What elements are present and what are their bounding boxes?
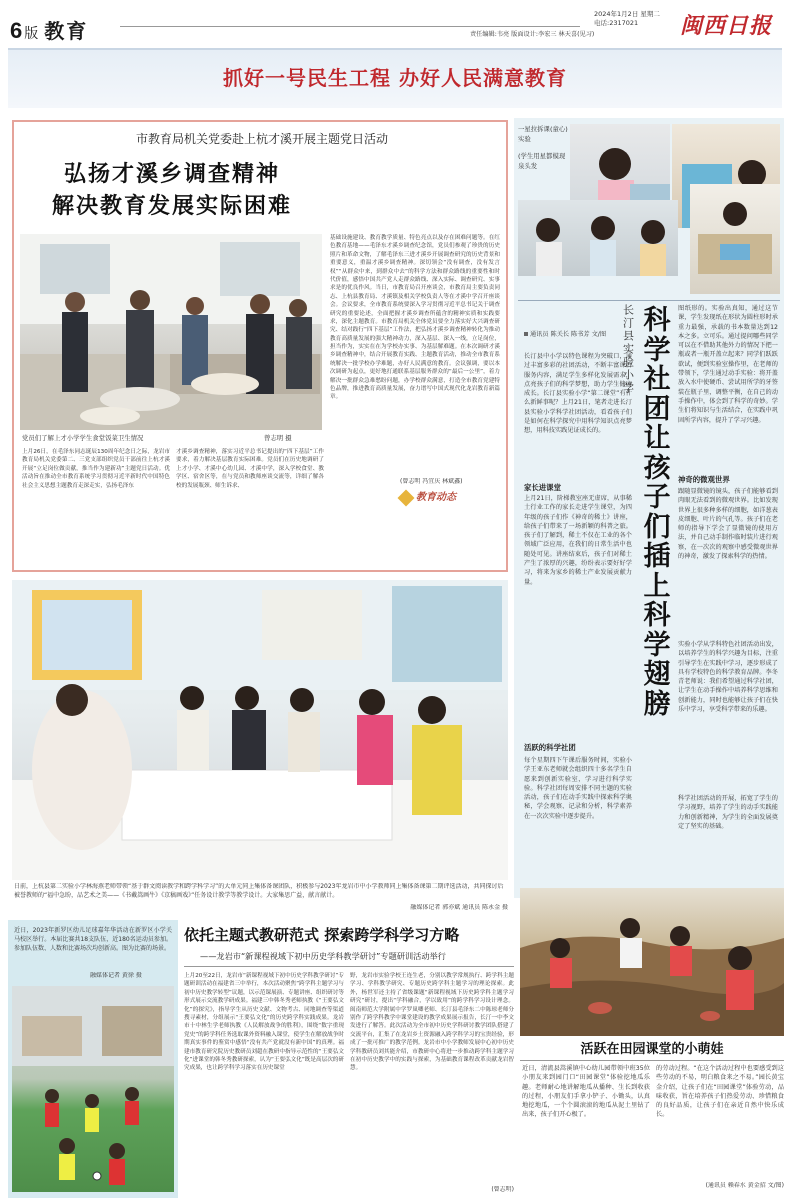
science-title-char: 让	[643, 423, 671, 454]
section-name: 教育	[44, 19, 89, 43]
square-bullet-icon	[524, 332, 528, 336]
farm-photo	[520, 888, 784, 1036]
science-title-char: 科	[643, 305, 671, 336]
page-number: 6	[10, 18, 23, 43]
history-title: 依托主题式教研范式 探索跨学科学习方略	[184, 926, 460, 944]
science-photo-label	[518, 124, 568, 171]
lead-body-col2: 才溪乡调查精神，落实习近平总书记提出的“四下基层”工作要求，着力解决基层教育实际困难。党员们在历史地调研了上才小学、才溪中心幼儿园、才溪中学，深入学校食堂、教学区、宿舍区等，在与党员和教师座谈交流等，详细了解各校的发展瓶颈、师生诉求、	[176, 449, 324, 489]
science-title-char: 膀	[643, 688, 671, 720]
science-school: 长汀县实验小学	[621, 304, 635, 395]
lead-body-col1: 上月26日，在毛泽东同志诞辰130周年纪念日之际，龙岩市教育局机关党委第二、三党支部组织党员干部前往上杭才溪开展“立足岗位做贡献，推当作为建新功”主题党日活动。优活动旨在推动全市教育系统学习贯彻习近平新时代中国特色社会主义思想主题教育走深走实，弘扬毛泽东	[22, 449, 170, 489]
science-title-char: 团	[643, 393, 671, 425]
history-col1: 上月20至22日，龙岩市“新课程视域下初中历史学科教学研讨”专题研训活动在福建省三中举行，本次活动聚焦“跨学科主题学习与初中历史教学转型”议题，以示范课展演、专题讲座、组织研讨等形式展示交流教学研成果。福建三中韩冬秀老师执教《“王要弘文化”的探究》，指导学生从历史文献、文物考古、同地调查等渠道搜寻素材，分组展示“王要弘文化”的历史跨学科实践成果。龙岩市十中林生学老师执教《人民解放战争的胜利》，围绕“数字重现党史”的跨学科任务选取课外资料融入课堂，使学生在解放战争时期真实事件的鉴赏中感悟“没有共产党就没有新中国”的真理。福建市教育研究院历史教研员刘超在教研中指导示范性的“王要弘文化”进课堂的韩冬秀教研探索，认为“王要弘文化”既是高层次的研究成果，也让跨学科学习落实在历史课堂	[184, 973, 344, 1072]
classroom-credit: 融媒体记者 郭亦斌 通讯员 陈永金 摄	[410, 904, 508, 911]
science-photo-3-scene	[518, 200, 678, 276]
football-photo	[12, 986, 174, 1192]
science-byline-text: 通讯员 陈关长 陈书芳 文/图	[530, 331, 607, 338]
lead-credit: (曾志明 冯宜庆 林斌鑫)	[400, 478, 463, 485]
lead-body-col3: 基础设施建设、教育教学质量、特色亮点以及存在困难问题等。在红色教育基地——毛泽东才溪乡调查纪念馆，党员们参观了珍贵的历史照片和革命文物，了解毛泽东三进才溪乡开展调查研究的历史背景和重要意义，重温才溪乡调查精神。深切领会“没有调查，没有发言权”“从群众中来，到群众中去”的科学方法和群众路线的重要性和时代价值，感悟中国共产党人走群众路线、深入实际、调查研究、实事求是的优良作风。当日，市教育局召开座谈会，市教育局主要负责同志、上杭县教育局、才溪镇及相关学校负责人等在才溪中学召开座谈会。会议要求，全市教育系统要深入学习贯彻习近平总书记关于调查研究的重要论述，全面把握才溪乡调查所蕴含的精神实质和实践要求，深化主题教育。市教育局机关全体党员要全力落实好大兴调查研究、结对践行“四下基层”工作法，把弘扬才溪乡调查精神转化为推动教育高质量发展的强大精神动力，深入基层、深入一线，立足岗位，担当作为，实实在在为学校办实事、为基层解难题。在本次调研才溪乡调查精神中，结合开展教育实践、主题教育活动，推动全市教育系统解决一批学校办学难题，办好人民满意的教育。会议强调，要以本次调研为起点，更好地打通联系基层服务群众的“最后一公里”，着力解决一批群众急难愁盼问题，办学校群众满意，打造全市教育党建特色品牌，推进教育高质量发展，奋力谱写中国式现代化龙岩教育新篇章。	[330, 235, 500, 401]
science-photo-label-2: (学生用星都模现泉头发	[518, 151, 566, 170]
pencil-icon	[398, 489, 415, 506]
science-right-1: 图纸形的。实验出真知，通过这节课，学生发现纸在形状为圆柱形时承重力最强，承载的书本数量达到12本之多。立可乐。通过提问哪些同学可以在不借助其他外力的情况下把一瓶或者一瓶开盖立起来？同学们跃跃欲试，便到实验室操作里，在老师的带领下，学生通过动手实验：将开盖放入水中使硬币、尝试用所学的牙签装在瓶子里，调整平衡，在自己的动手操作中，体会到了科学的奇妙。学生们将知识与生活结合，在实践中巩固所学内容，提升了学习兴趣。	[678, 305, 778, 424]
science-sub-1: 家长进课堂	[524, 483, 561, 492]
kids-col1: 近日，清流县嵩溪镇中心幼儿园带领中班35位小朋友来到园门口“田园课堂”体验挖地瓜乐趣。老师耐心地讲解地瓜从播种、生长到收获的过程，小朋友们手拿小铲子、小锄头，认真地挖地瓜，一个个圆滚滚的地瓜从泥土里钻了出来，孩子们开心极了。	[522, 1065, 650, 1119]
science-p2: 每个星期四下午课后服务时间，实验小学王亚东老师就会组织四十多名学生自愿来到创新实验室，学习进行科学实验。科学社团每周安排不同主题的实验活动，孩子们在动手实践中探索科学奥秘，学会观察、记录和分析，科学素养在一次次实验中逐步提升。	[524, 757, 632, 820]
science-title-char: 子	[643, 482, 671, 513]
kids-credit: (通讯员 赖春水 黄金招 文/图)	[705, 1182, 784, 1189]
edu-news-label: 教育动态	[416, 492, 456, 503]
science-title-char: 学	[643, 334, 671, 366]
science-title	[637, 306, 677, 719]
lead-photo	[20, 234, 322, 430]
science-title-char: 学	[643, 629, 671, 661]
phone-line: 电话:2317021	[594, 19, 639, 27]
science-title-char: 插	[643, 541, 671, 572]
masthead-logo: 闽西日报	[680, 13, 773, 39]
edu-news-tag	[400, 490, 456, 505]
lead-title-2: 解决教育发展实际困难	[51, 193, 292, 219]
lead-photo-caption: 党员们了解上才小学学生食堂饭菜卫生情况	[22, 434, 144, 442]
history-col2: 野，龙岩市实验学校王连生老，分别以教学常规执行、跨学科主题学习、学科教学研究、专题历史跨学科主题学习的理论探索。此外，杨世军还主持了省级课题“新课程视域下历史跨学科主题学习研究”研讨，提出“学科融合，学以致用”的跨学科学习设计理念。闽南师范大学附属中学罗岚卿老师、长汀县毛泽东二中陈琼老师分别作了跨学科教学中课堂建设的教学成果展示报告，长汀一中李文发进行了解答。此次活动为全市初中历史学科研讨教学团队搭建了交流平台，汇集了在龙岩乡土资源融入跨学科学习的宝贵经验，形成了一批可推广的教学范例。龙岩市中小学教师发展中心初中历史学科教研员刘其能介绍，市教研中心将进一步推动跨学科主题学习在初中历史教学中的实践与探索，为基础教育课程改革贡献龙岩智慧。	[350, 973, 514, 1072]
banner-title: 抓好一号民生工程 办好人民满意教育	[223, 66, 567, 90]
science-photo-4-scene	[690, 184, 780, 294]
kids-col2: 的劳动过程。“在这个活动过程中也要感受到这些劳动的不易，明白粮食来之不易。”园长黄宝金介绍，让孩子们在“田园课堂”体验劳动，品味收获，旨在培养孩子们热爱劳动、珍惜粮食的良好品质，让孩子们在亲近自然中快乐成长。	[656, 1065, 784, 1119]
football-credit: 融媒体记者 黄徐 摄	[90, 972, 142, 979]
football-scene	[12, 986, 174, 1192]
football-caption: 近日，2023年新罗区幼儿足球嘉年华活动在新罗区小学关马校区举行。本届比赛共18支队伍，近180名运动员参加。参加队伍数、人数和比赛场次均创新高。图为比赛的场景。	[14, 927, 172, 952]
date-line: 2024年1月2日 星期二	[594, 10, 660, 18]
classroom-scene	[12, 580, 508, 880]
science-intro: 长汀县中小学以特色课程为突破口，通过丰富多彩的社团活动，不断丰富课后服务内容，满足学生多样化发展需求，点亮孩子们的科学梦想，助力学生健康成长。长汀县实验小学“第二课堂”有什么新鲜事呢？上月21日，笔者走进长汀县实验小学科学社团活动，看看孩子们是如何在科学探究中用科学知识点亮梦想，用科技实践见证成长的。	[524, 353, 632, 435]
farm-scene	[520, 888, 784, 1036]
lead-title-1: 弘扬才溪乡调查精神	[63, 161, 280, 187]
lead-photo-scene	[20, 234, 322, 430]
science-photo-4	[690, 184, 780, 294]
page-header	[0, 0, 790, 48]
kids-title: 活跃在田园课堂的小萌娃	[580, 1042, 724, 1057]
editor-line: 责任编辑:韦亮 版面设计:李宏三 林天喜(见习)	[470, 31, 595, 38]
science-p5: 科学社团活动的开展，拓宽了学生的学习视野，培养了学生的动手实践能力和创新精神，为学生的全面发展奠定了坚实的基础。	[678, 795, 778, 830]
history-subtitle: ——龙岩市“新课程视域下初中历史学科教学研讨”专题研训活动举行	[200, 951, 446, 961]
classroom-photo	[12, 580, 508, 880]
science-p4: 实验小学从学科特色社团活动出发，以培养学生的科学兴趣为目标，注重引导学生在实践中学习，逐步形成了具有学校特色的科学教育品牌。李冬青老师说：我们希望通过科学社团，让学生在动手操作中培养科学思维和创新能力，同时也能够让孩子们在快乐中学习，享受科学带来的乐趣。	[678, 641, 778, 714]
science-sub-2: 活跃的科学社团	[524, 743, 576, 752]
science-title-char: 上	[643, 570, 671, 602]
science-byline	[524, 330, 616, 340]
lead-photo-credit: 曾志明 摄	[264, 434, 292, 442]
science-p3: 跟随显微镜的镜头，孩子们能够看到肉眼无法看到的微观世界。比如发现世界上很多种多样的细胞，如洋葱表皮细胞、叶片的气孔等。孩子们在老师的指导下学会了显微镜的使用方法，并自己动手制作临时装片进行观察，在一次次的观察中感受微观世界的神奇，激发了探索科学的热情。	[678, 488, 778, 561]
science-title-char: 翅	[643, 659, 671, 690]
science-title-char: 社	[643, 364, 671, 395]
history-credit: (曾志明)	[491, 1186, 514, 1193]
science-photo-label-1: 一星拉拆课(童心)实验	[518, 125, 568, 144]
science-title-char: 们	[643, 511, 671, 543]
science-title-char: 孩	[643, 452, 671, 484]
science-photo-3	[518, 200, 678, 276]
science-title-char: 科	[643, 600, 671, 631]
science-p1: 上月21日，阶梯教室座无虚席，从事稀土行业工作的家长走进学生课堂，为四年级的孩子们作《神奇的稀土》讲座，给孩子们带来了一场新颖的科普之旅。孩子们了解到，稀土不仅在工业的各个领域广泛应用，在我们的日常生活中也随处可见。讲座结束后，孩子们对稀土产生了浓厚的兴趣，纷纷表示要好好学习，将来为家乡的稀土产业发展贡献力量。	[524, 495, 632, 586]
classroom-caption: 日前，上杭县第二实验小学林海燕老师带领“基于群文阅读教学和跨学科学习”的大单元同上集体备课团队，积极参与2023年龙岩市中小学教师同上集体备课第二期评选活动，共同探讨后被誉教师的“福中急盼，品艺术之美——《书戴嵩画牛》《京稿画戏》”任务设计教学等教学设计。大家集思广益，献言献计。	[14, 883, 504, 899]
lead-kicker: 市教育局机关党委赴上杭才溪开展主题党日活动	[135, 132, 388, 146]
science-sub-3: 神奇的微观世界	[678, 475, 730, 484]
page-suffix: 版	[24, 26, 39, 42]
